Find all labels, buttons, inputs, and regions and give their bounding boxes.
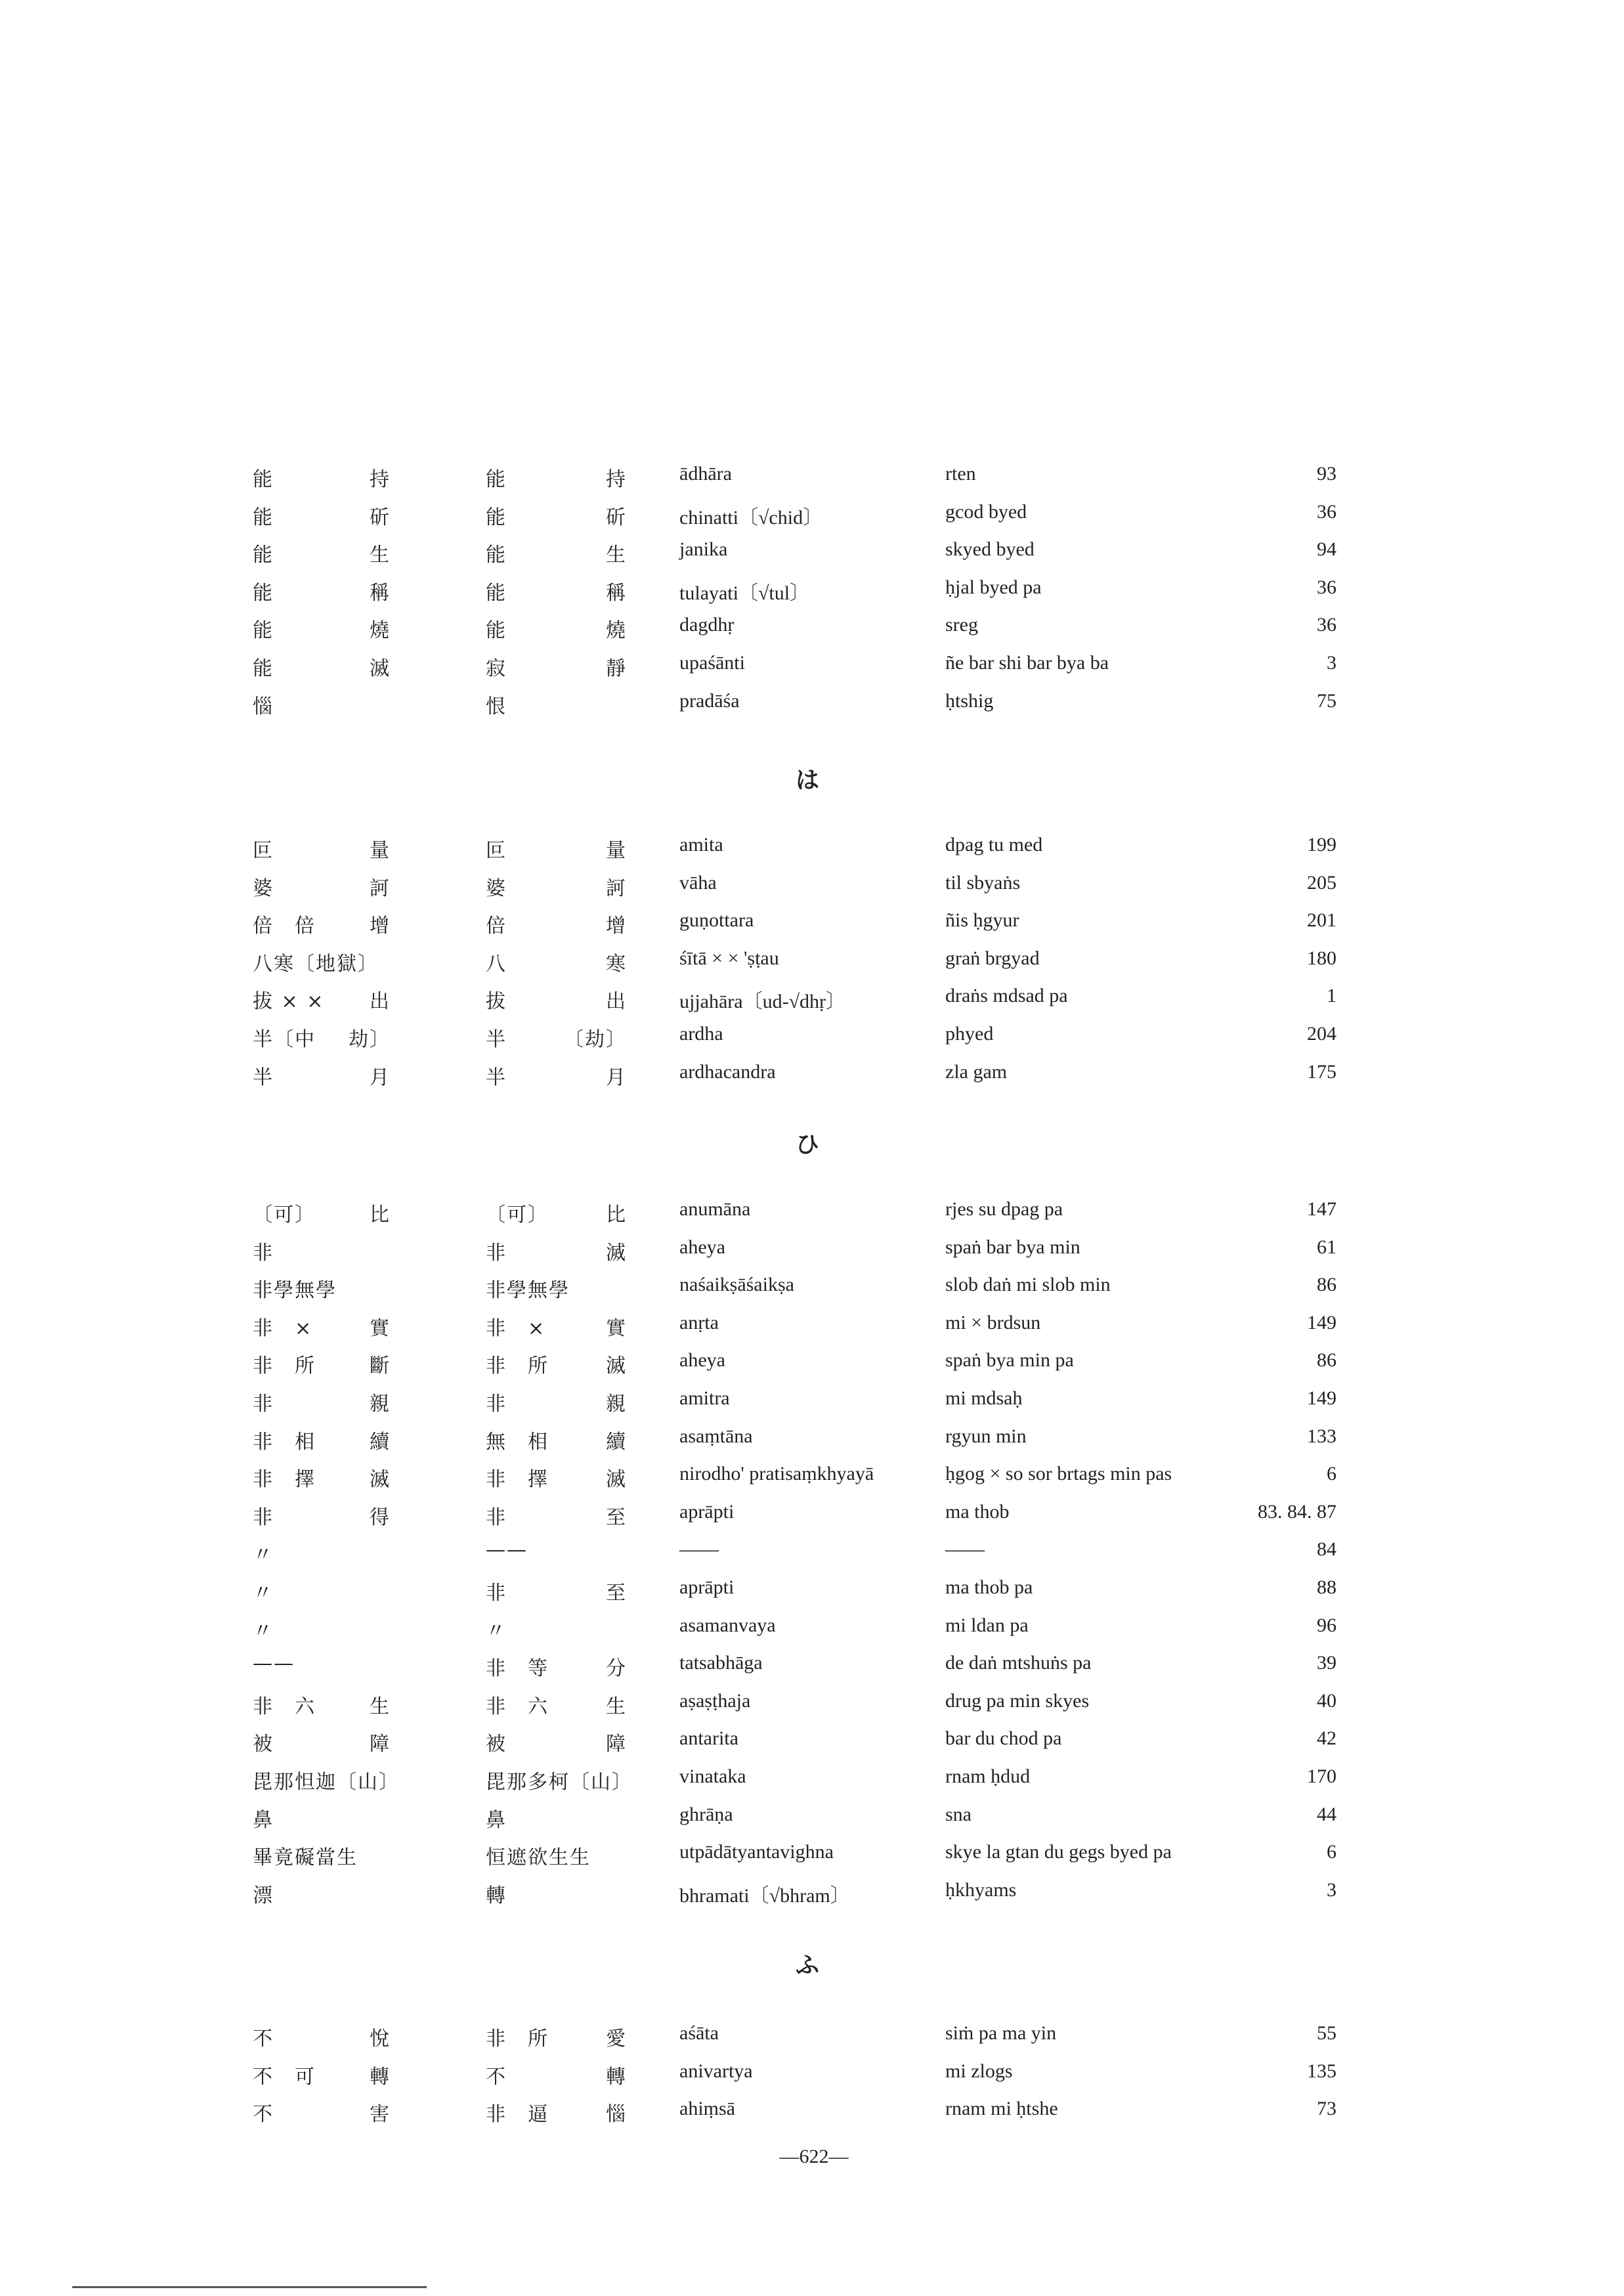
term-a-tail: 斫: [370, 506, 391, 529]
term-b-head: 非: [486, 1241, 507, 1265]
term-a-tail: 劫〕: [349, 1028, 391, 1051]
tibetan-term: siṁ pa ma yin: [945, 2022, 1057, 2044]
term-a-head: 〃: [253, 1544, 274, 1567]
sanskrit-term: asaṃtāna: [679, 1425, 753, 1447]
sanskrit-term: naśaikṣāśaikṣa: [679, 1274, 794, 1296]
page-reference: 40: [1317, 1689, 1336, 1712]
term-a-tail: 害: [370, 2103, 391, 2127]
sanskrit-term: amitra: [679, 1387, 730, 1409]
term-a-head: 非 相: [253, 1430, 316, 1454]
tibetan-term: ḥkhyams: [945, 1878, 1017, 1901]
term-a-head: 能: [253, 544, 274, 567]
index-entry: [0, 872, 1624, 909]
page-reference: 44: [1317, 1803, 1336, 1825]
sanskrit-term: ——: [679, 1538, 719, 1561]
index-entry: [0, 2060, 1624, 2097]
sanskrit-term: upaśānti: [679, 652, 745, 674]
term-b-tail: 至: [606, 1505, 627, 1529]
term-b-tail: 滅: [606, 1468, 627, 1492]
tibetan-term: draṅs mdsad pa: [945, 985, 1068, 1007]
term-a-tail: 得: [370, 1505, 391, 1529]
term-b-head: 被: [486, 1733, 507, 1756]
term-a-head: 鼻: [253, 1808, 274, 1832]
term-b-tail: 分: [606, 1657, 627, 1681]
term-b-tail: 增: [606, 915, 627, 938]
sanskrit-term: aśāta: [679, 2022, 719, 2044]
tibetan-term: ḥgog × so sor brtags min pas: [945, 1463, 1172, 1485]
term-a-tail: 悅: [370, 2027, 391, 2050]
term-a-tail: 實: [370, 1316, 391, 1340]
term-a-head: 非 擇: [253, 1468, 316, 1492]
page-reference: 61: [1317, 1236, 1336, 1258]
term-a-head: 惱: [253, 695, 274, 718]
index-entry: [0, 985, 1624, 1022]
term-b-head: 能: [486, 581, 507, 605]
term-b-tail: 滅: [606, 1241, 627, 1265]
tibetan-term: skyed byed: [945, 538, 1035, 561]
tibetan-term: mi mdsaḥ: [945, 1387, 1023, 1409]
tibetan-term: ḥtshig: [945, 689, 994, 712]
term-a-head: 能: [253, 506, 274, 529]
sanskrit-term: ahiṃsā: [679, 2098, 735, 2120]
term-b-head: 能: [486, 544, 507, 567]
tibetan-term: rnam mi ḥtshe: [945, 2098, 1058, 2120]
index-entry: [0, 1576, 1624, 1613]
bottom-rule: [72, 2286, 427, 2288]
term-b-tail: 生: [606, 1695, 627, 1718]
sanskrit-term: ardhacandra: [679, 1060, 776, 1083]
term-a-head: 能: [253, 468, 274, 491]
section-heading: ひ: [795, 1131, 819, 1158]
term-b-tail: 量: [606, 839, 627, 862]
term-a-head: 非: [253, 1505, 274, 1529]
index-entry: [0, 834, 1624, 871]
term-b-tail: 訶: [606, 877, 627, 900]
page-reference: 205: [1307, 871, 1336, 894]
sanskrit-term: utpādātyantavighna: [679, 1841, 834, 1863]
index-entry: [0, 1614, 1624, 1651]
term-a-tail: 親: [370, 1393, 391, 1416]
tibetan-term: slob daṅ mi slob min: [945, 1274, 1111, 1296]
term-b-tail: 月: [606, 1066, 627, 1089]
term-b-head: 非 等: [486, 1657, 549, 1681]
sanskrit-term: ujjahāra〔ud-√dhṛ〕: [679, 991, 846, 1013]
page-reference: 83. 84. 87: [1258, 1500, 1336, 1523]
page-reference: 170: [1307, 1765, 1336, 1787]
term-b-tail: 持: [606, 468, 627, 491]
sanskrit-term: vinataka: [679, 1765, 746, 1787]
tibetan-term: ma thob pa: [945, 1576, 1033, 1598]
page-reference: 55: [1317, 2022, 1336, 2044]
term-b-tail: 愛: [606, 2027, 627, 2050]
sanskrit-term: anumāna: [679, 1198, 751, 1220]
page-reference: 42: [1317, 1727, 1336, 1750]
term-a-head: 毘那怛迦〔山〕: [253, 1771, 400, 1794]
tibetan-term: spaṅ bya min pa: [945, 1349, 1074, 1372]
page-reference: 75: [1317, 689, 1336, 712]
index-entry: [0, 1349, 1624, 1386]
sanskrit-term: ghrāṇa: [679, 1803, 733, 1825]
term-a-head: 非 ×: [253, 1316, 313, 1340]
sanskrit-term: vāha: [679, 871, 717, 894]
term-a-tail: 量: [370, 839, 391, 862]
term-a-head: 不: [253, 2027, 274, 2050]
page-reference: 133: [1307, 1425, 1336, 1447]
index-entry: [0, 2098, 1624, 2134]
term-b-tail: 障: [606, 1733, 627, 1756]
term-b-head: 能: [486, 506, 507, 529]
term-a-head: 非: [253, 1241, 274, 1265]
page-reference: 88: [1317, 1576, 1336, 1598]
term-a-head: 非 六: [253, 1695, 316, 1718]
term-b-tail: 續: [606, 1430, 627, 1454]
index-entry: [0, 1727, 1624, 1764]
tibetan-term: mi zlogs: [945, 2060, 1013, 2082]
page-reference: 93: [1317, 463, 1336, 485]
term-b-tail: 燒: [606, 619, 627, 643]
term-a-head: 倍 倍: [253, 915, 316, 938]
term-b-head: 轉: [486, 1884, 507, 1907]
term-a-head: 非學無學: [253, 1279, 337, 1303]
term-a-tail: 滅: [370, 1468, 391, 1492]
term-b-head: 恒遮欲生生: [486, 1846, 591, 1870]
term-a-tail: 增: [370, 915, 391, 938]
index-entry: [0, 1061, 1624, 1098]
sanskrit-term: antarita: [679, 1727, 738, 1750]
tibetan-term: gcod byed: [945, 500, 1027, 523]
page-reference: 36: [1317, 614, 1336, 636]
page-reference: 36: [1317, 576, 1336, 598]
tibetan-term: ñe bar shi bar bya ba: [945, 652, 1109, 674]
tibetan-term: rnam ḥdud: [945, 1765, 1031, 1787]
index-entry: [0, 909, 1624, 946]
term-b-head: 倍: [486, 915, 507, 938]
sanskrit-term: śītā × × 'ṣṭau: [679, 947, 779, 969]
term-b-head: 〔可〕: [486, 1203, 549, 1226]
term-b-head: 拔: [486, 990, 507, 1014]
term-a-head: 〃: [253, 1619, 274, 1643]
term-a-head: 非 所: [253, 1354, 316, 1378]
page-reference: 204: [1307, 1023, 1336, 1045]
sanskrit-term: nirodho' pratisaṃkhyayā: [679, 1463, 874, 1485]
term-b-tail: 轉: [606, 2065, 627, 2089]
page-reference: 3: [1327, 652, 1336, 674]
term-b-head: 非學無學: [486, 1279, 570, 1303]
index-entry: [0, 501, 1624, 538]
index-entry: [0, 2022, 1624, 2059]
tibetan-term: ——: [945, 1538, 985, 1561]
term-a-head: 〔可〕: [253, 1203, 316, 1226]
index-entry: [0, 538, 1624, 575]
tibetan-term: bar du chod pa: [945, 1727, 1062, 1750]
term-b-tail: 親: [606, 1393, 627, 1416]
term-b-tail: 滅: [606, 1354, 627, 1378]
tibetan-term: skye la gtan du gegs byed pa: [945, 1841, 1172, 1863]
sanskrit-term: ādhāra: [679, 463, 732, 485]
term-a-head: 半: [253, 1066, 274, 1089]
term-b-head: 不: [486, 2065, 507, 2089]
index-entry: [0, 1501, 1624, 1538]
page-reference: 86: [1317, 1349, 1336, 1372]
tibetan-term: ma thob: [945, 1500, 1010, 1523]
term-b-tail: 稱: [606, 581, 627, 605]
index-entry: [0, 1463, 1624, 1500]
term-b-head: 非 六: [486, 1695, 549, 1718]
term-a-head: 八寒〔地獄〕: [253, 952, 379, 976]
index-entry: [0, 1236, 1624, 1273]
tibetan-term: phyed: [945, 1023, 994, 1045]
term-b-tail: 斫: [606, 506, 627, 529]
term-b-tail: 〔劫〕: [564, 1028, 627, 1051]
sanskrit-term: aheya: [679, 1236, 725, 1258]
term-b-head: 〃: [486, 1619, 507, 1643]
tibetan-term: dpag tu med: [945, 834, 1043, 856]
tibetan-term: ḥjal byed pa: [945, 576, 1042, 598]
term-a-tail: 續: [370, 1430, 391, 1454]
sanskrit-term: chinatti〔√chid〕: [679, 506, 823, 529]
term-b-tail: 惱: [606, 2103, 627, 2127]
tibetan-term: drug pa min skyes: [945, 1689, 1090, 1712]
page-reference: 96: [1317, 1614, 1336, 1636]
term-b-head: 非: [486, 1393, 507, 1416]
term-b-tail: 寒: [606, 952, 627, 976]
term-a-tail: 稱: [370, 581, 391, 605]
term-b-head: 非 所: [486, 2027, 549, 2050]
term-b-head: 非 擇: [486, 1468, 549, 1492]
term-b-tail: 靜: [606, 657, 627, 680]
sanskrit-term: amita: [679, 834, 723, 856]
page-reference: 86: [1317, 1274, 1336, 1296]
page-reference: 84: [1317, 1538, 1336, 1561]
tibetan-term: zla gam: [945, 1060, 1008, 1083]
index-entry: [0, 1387, 1624, 1424]
tibetan-term: ñis ḥgyur: [945, 909, 1019, 932]
index-entry: [0, 1804, 1624, 1840]
term-b-head: 半: [486, 1066, 507, 1089]
index-entry: [0, 652, 1624, 689]
term-b-head: 恨: [486, 695, 507, 718]
page-reference: 149: [1307, 1311, 1336, 1333]
sanskrit-term: ardha: [679, 1023, 723, 1045]
term-b-head: 無 相: [486, 1430, 549, 1454]
sanskrit-term: aṣaṣṭhaja: [679, 1689, 751, 1712]
index-entry: [0, 1765, 1624, 1802]
index-entry: [0, 463, 1624, 500]
index-entry: [0, 1198, 1624, 1235]
index-entry: [0, 1425, 1624, 1462]
term-b-tail: 實: [606, 1316, 627, 1340]
tibetan-term: rjes su dpag pa: [945, 1198, 1063, 1220]
index-entry: [0, 614, 1624, 651]
term-a-head: 能: [253, 657, 274, 680]
term-b-head: 能: [486, 619, 507, 643]
term-a-tail: 月: [370, 1066, 391, 1089]
term-a-tail: 斷: [370, 1354, 391, 1378]
page-reference: 36: [1317, 500, 1336, 523]
term-b-head: 婆: [486, 877, 507, 900]
sanskrit-term: dagdhṛ: [679, 614, 735, 636]
term-a-head: 不 可: [253, 2065, 316, 2089]
term-a-head: 畢竟礙當生: [253, 1846, 358, 1870]
term-a-head: 被: [253, 1733, 274, 1756]
page-reference: 6: [1327, 1841, 1336, 1863]
term-b-head: 非: [486, 1505, 507, 1529]
term-a-tail: 障: [370, 1733, 391, 1756]
term-b-head: 能: [486, 468, 507, 491]
page-reference: 199: [1307, 834, 1336, 856]
term-a-tail: 比: [370, 1203, 391, 1226]
term-a-head: 能: [253, 619, 274, 643]
sanskrit-term: bhramati〔√bhram〕: [679, 1884, 850, 1907]
sanskrit-term: asamanvaya: [679, 1614, 776, 1636]
tibetan-term: spaṅ bar bya min: [945, 1236, 1080, 1258]
page-reference: 135: [1307, 2060, 1336, 2082]
term-a-head: 漂: [253, 1884, 274, 1907]
term-a-head: 婆: [253, 877, 274, 900]
page-number: —622—: [779, 2146, 849, 2167]
page-reference: 6: [1327, 1463, 1336, 1485]
term-a-head: 能: [253, 581, 274, 605]
sanskrit-term: tulayati〔√tul〕: [679, 582, 810, 604]
term-a-head: 〃: [253, 1582, 274, 1605]
term-b-head: 非: [486, 1582, 507, 1605]
term-a-head: 叵: [253, 839, 274, 862]
term-a-tail: 燒: [370, 619, 391, 643]
tibetan-term: graṅ brgyad: [945, 947, 1040, 969]
term-b-tail: 至: [606, 1582, 627, 1605]
index-entry: [0, 1312, 1624, 1349]
index-entry: [0, 1652, 1624, 1689]
index-entry: [0, 690, 1624, 727]
page-reference: 3: [1327, 1878, 1336, 1901]
term-b-head: 八: [486, 952, 507, 976]
tibetan-term: mi × brdsun: [945, 1311, 1041, 1333]
term-b-head: 叵: [486, 839, 507, 862]
sanskrit-term: aprāpti: [679, 1576, 735, 1598]
term-b-head: 毘那多柯〔山〕: [486, 1771, 633, 1794]
sanskrit-term: aheya: [679, 1349, 725, 1372]
term-a-head: ——: [253, 1652, 295, 1676]
page-reference: 39: [1317, 1652, 1336, 1674]
term-b-head: 鼻: [486, 1808, 507, 1832]
index-entry: [0, 1841, 1624, 1878]
tibetan-term: rgyun min: [945, 1425, 1027, 1447]
term-a-tail: 生: [370, 1695, 391, 1718]
tibetan-term: rten: [945, 463, 976, 485]
term-a-tail: 滅: [370, 657, 391, 680]
tibetan-term: sreg: [945, 614, 978, 636]
tibetan-term: mi ldan pa: [945, 1614, 1029, 1636]
sanskrit-term: aprāpti: [679, 1500, 735, 1523]
term-b-tail: 出: [606, 990, 627, 1014]
term-b-head: 寂: [486, 657, 507, 680]
term-a-tail: 訶: [370, 877, 391, 900]
page-reference: 73: [1317, 2098, 1336, 2120]
section-heading: は: [795, 767, 819, 794]
term-b-head: 非 ×: [486, 1316, 546, 1340]
term-a-head: 不: [253, 2103, 274, 2127]
tibetan-term: de daṅ mtshuṅs pa: [945, 1652, 1092, 1674]
sanskrit-term: anṛta: [679, 1311, 719, 1333]
tibetan-term: sna: [945, 1803, 972, 1825]
term-a-tail: 轉: [370, 2065, 391, 2089]
sanskrit-term: anivartya: [679, 2060, 753, 2082]
index-entry: [0, 576, 1624, 613]
term-a-head: 拔 × ×: [253, 990, 325, 1014]
page-reference: 94: [1317, 538, 1336, 561]
section-heading: ふ: [795, 1952, 819, 1979]
index-entry: [0, 1879, 1624, 1916]
term-b-head: ——: [486, 1538, 528, 1562]
term-a-tail: 生: [370, 544, 391, 567]
index-entry: [0, 1023, 1624, 1060]
index-entry: [0, 1690, 1624, 1727]
sanskrit-term: guṇottara: [679, 909, 754, 932]
index-entry: [0, 947, 1624, 984]
page-reference: 201: [1307, 909, 1336, 932]
page-reference: 180: [1307, 947, 1336, 969]
sanskrit-term: janika: [679, 538, 728, 561]
index-entry: [0, 1538, 1624, 1575]
sanskrit-term: pradāśa: [679, 689, 740, 712]
page-reference: 147: [1307, 1198, 1336, 1220]
sanskrit-term: tatsabhāga: [679, 1652, 763, 1674]
term-a-head: 非: [253, 1393, 274, 1416]
page-reference: 1: [1327, 985, 1336, 1007]
index-entry: [0, 1274, 1624, 1310]
page-reference: 149: [1307, 1387, 1336, 1409]
term-a-head: 半〔中: [253, 1028, 316, 1051]
page-reference: 175: [1307, 1060, 1336, 1083]
term-a-tail: 出: [370, 990, 391, 1014]
term-b-tail: 生: [606, 544, 627, 567]
term-b-tail: 比: [606, 1203, 627, 1226]
term-b-head: 半: [486, 1028, 507, 1051]
term-a-tail: 持: [370, 468, 391, 491]
term-b-head: 非 逼: [486, 2103, 549, 2127]
tibetan-term: til sbyaṅs: [945, 871, 1021, 894]
term-b-head: 非 所: [486, 1354, 549, 1378]
